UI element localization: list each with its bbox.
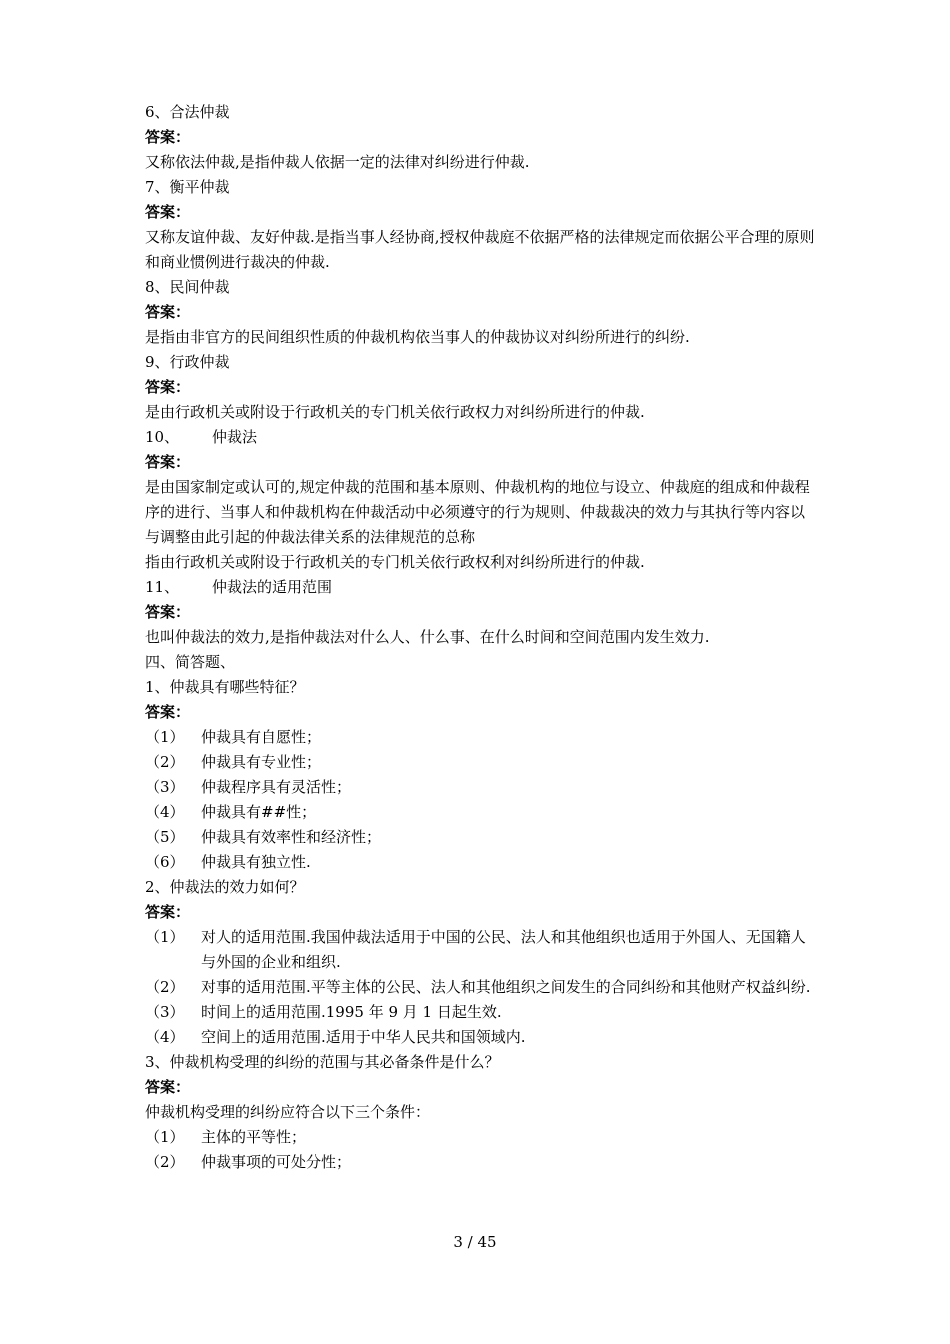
item-number: （4） — [145, 1028, 185, 1046]
item-number: （5） — [145, 828, 185, 846]
item-number: （3） — [145, 1003, 185, 1021]
list-item — [145, 1025, 815, 1050]
question-title-text: 仲裁法 — [212, 428, 258, 446]
answer-label: 答案： — [145, 128, 191, 146]
item-text: 仲裁具有专业性； — [201, 753, 322, 771]
answer-label: 答案： — [145, 378, 191, 396]
item-text: 仲裁具有##性； — [201, 803, 317, 821]
list-item — [145, 775, 815, 800]
answer-text: 是由国家制定或认可的,规定仲裁的范围和基本原则、仲裁机构的地位与设立、仲裁庭的组成和仲裁程序的进行、当事人和仲裁机构在仲裁活动中必须遵守的行为规则、仲裁裁决的效力与其执行等内容以与调整由此引起的仲裁法律关系的法律规范的总称 — [145, 478, 810, 546]
question-number: 10、 — [145, 428, 180, 446]
answer-list — [145, 725, 815, 875]
item-number: （1） — [145, 728, 185, 746]
answer-intro: 仲裁机构受理的纠纷应符合以下三个条件： — [145, 1103, 431, 1121]
item-number: （2） — [145, 753, 185, 771]
answer-text: 又称友谊仲裁、友好仲裁.是指当事人经协商,授权仲裁庭不依据严格的法律规定而依据公平合理的原则和商业惯例进行裁决的仲裁. — [145, 228, 815, 271]
answer-label: 答案： — [145, 703, 191, 721]
item-number: （1） — [145, 928, 185, 946]
page-number: 3 / 45 — [453, 1233, 497, 1251]
question-title — [145, 575, 815, 600]
answer-text: 是由行政机关或附设于行政机关的专门机关依行政权力对纠纷所进行的仲裁. — [145, 403, 645, 421]
list-item — [145, 825, 815, 850]
item-text: 仲裁程序具有灵活性； — [201, 778, 352, 796]
list-item — [145, 975, 815, 1000]
item-text: 仲裁具有自愿性； — [201, 728, 322, 746]
item-text: 主体的平等性； — [201, 1128, 307, 1146]
list-item — [145, 725, 815, 750]
question-title: 6、合法仲裁 — [145, 103, 230, 121]
answer-text: 是指由非官方的民间组织性质的仲裁机构依当事人的仲裁协议对纠纷所进行的纠纷. — [145, 328, 690, 346]
list-item — [145, 1150, 815, 1175]
section-heading: 四、简答题、 — [145, 653, 236, 671]
answer-text-2: 指由行政机关或附设于行政机关的专门机关依行政权利对纠纷所进行的仲裁. — [145, 553, 645, 571]
answer-list — [145, 925, 815, 1050]
list-item — [145, 750, 815, 775]
answer-label: 答案： — [145, 203, 191, 221]
question-title: 1、仲裁具有哪些特征？ — [145, 678, 305, 696]
answer-label: 答案： — [145, 903, 191, 921]
answer-text: 又称依法仲裁,是指仲裁人依据一定的法律对纠纷进行仲裁. — [145, 153, 530, 171]
answer-text: 也叫仲裁法的效力,是指仲裁法对什么人、什么事、在什么时间和空间范围内发生效力. — [145, 628, 710, 646]
item-text: 时间上的适用范围.1995 年 9 月 1 日起生效. — [201, 1003, 502, 1021]
list-item — [145, 800, 815, 825]
item-number: （3） — [145, 778, 185, 796]
item-text: 仲裁具有效率性和经济性； — [201, 828, 382, 846]
list-item — [145, 925, 815, 975]
item-number: （2） — [145, 1153, 185, 1171]
item-text: 对人的适用范围.我国仲裁法适用于中国的公民、法人和其他组织也适用于外国人、无国籍人与外国的企业和组织. — [201, 928, 806, 971]
question-title — [145, 425, 815, 450]
item-text: 仲裁事项的可处分性； — [201, 1153, 352, 1171]
question-title: 3、仲裁机构受理的纠纷的范围与其必备条件是什么？ — [145, 1053, 500, 1071]
answer-label: 答案： — [145, 453, 191, 471]
question-title: 9、行政仲裁 — [145, 353, 230, 371]
item-number: （2） — [145, 978, 185, 996]
question-title-text: 仲裁法的适用范围 — [212, 578, 333, 596]
question-number: 11、 — [145, 578, 180, 596]
list-item — [145, 1125, 815, 1150]
question-title: 2、仲裁法的效力如何？ — [145, 878, 305, 896]
question-title: 8、民间仲裁 — [145, 278, 230, 296]
answer-label: 答案： — [145, 603, 191, 621]
item-number: （1） — [145, 1128, 185, 1146]
answer-label: 答案： — [145, 303, 191, 321]
item-number: （6） — [145, 853, 185, 871]
item-text: 对事的适用范围.平等主体的公民、法人和其他组织之间发生的合同纠纷和其他财产权益纠纷. — [201, 978, 811, 996]
answer-label: 答案： — [145, 1078, 191, 1096]
list-item — [145, 850, 815, 875]
item-number: （4） — [145, 803, 185, 821]
answer-list — [145, 1125, 815, 1175]
list-item — [145, 1000, 815, 1025]
document-page — [145, 100, 815, 1175]
item-text: 仲裁具有独立性. — [201, 853, 311, 871]
question-title: 7、衡平仲裁 — [145, 178, 230, 196]
item-text: 空间上的适用范围.适用于中华人民共和国领域内. — [201, 1028, 526, 1046]
